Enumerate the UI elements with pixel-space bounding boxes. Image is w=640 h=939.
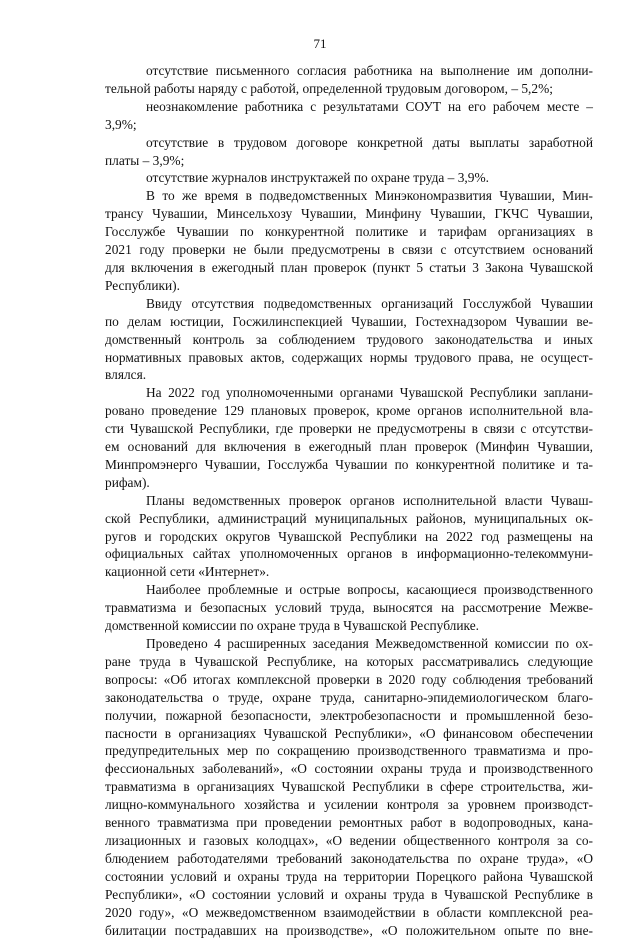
text-line: платы – 3,9%; (105, 152, 593, 170)
text-line: В то же время в подведомственных Минэкономразвития Чувашии, Мин- (105, 187, 593, 205)
text-line: 3,9%; (105, 116, 593, 134)
text-line: отсутствие в трудовом договоре конкретной даты выплаты заработной (105, 134, 593, 152)
text-line: фессиональных заболеваний», «О состоянии охраны труда и производственного (105, 760, 593, 778)
text-line: Госслужбе Чувашии по конкурентной политике и тарифам организациях в (105, 223, 593, 241)
text-line: получии, пожарной безопасности, электробезопасности и промышленной безо- (105, 707, 593, 725)
text-line: травматизма и безопасных условий труда, выносятся на рассмотрение Межве- (105, 599, 593, 617)
page-number: 71 (0, 36, 640, 52)
text-line: состоянии условий и охраны труда на территории Порецкого района Чувашской (105, 868, 593, 886)
text-line: предупредительных мер по сокращению производственного травматизма и про- (105, 742, 593, 760)
text-line: неознакомление работника с результатами СОУТ на его рабочем месте – (105, 98, 593, 116)
text-line: законодательства о труде, охране труда, санитарно-эпидемиологическом благо- (105, 689, 593, 707)
text-line: отсутствие журналов инструктажей по охране труда – 3,9%. (105, 169, 593, 187)
text-line: блюдением работодателями требований законодательства по охране труда», «О (105, 850, 593, 868)
text-line: 2020 году», «О межведомственном взаимодействии в области комплексной реа- (105, 904, 593, 922)
text-line: тельной работы наряду с работой, определенной трудовым договором, – 5,2%; (105, 80, 593, 98)
body-text (105, 62, 593, 939)
text-line: домственной комиссии по охране труда в Чувашской Республике. (105, 617, 593, 635)
text-line: 2021 году проверки не были предусмотрены в связи с отсутствием оснований (105, 241, 593, 259)
text-line: ране труда в Чувашской Республике, на которых рассматривались следующие (105, 653, 593, 671)
text-line: Проведено 4 расширенных заседания Межведомственной комиссии по ох- (105, 635, 593, 653)
text-line: ской Республики, администраций муниципальных районов, муниципальных ок- (105, 510, 593, 528)
text-line: травматизма в организациях Чувашской Республики в сфере строительства, жи- (105, 778, 593, 796)
text-line: Республики). (105, 277, 593, 295)
text-line: лизационных и газовых колодцах», «О ведении общественного контроля за со- (105, 832, 593, 850)
text-line: Минпромэнерго Чувашии, Госслужба Чувашии по конкурентной политике и та- (105, 456, 593, 474)
text-line: Республики», «О состоянии условий и охраны труда в Чувашской Республике в (105, 886, 593, 904)
text-line: вопросы: «Об итогах комплексной проверки в 2020 году соблюдения требований (105, 671, 593, 689)
text-line: ем оснований для включения в ежегодный план проверок (Минфин Чувашии, (105, 438, 593, 456)
text-line: венного травматизма при проведении ремонтных работ в водопроводных, кана- (105, 814, 593, 832)
text-line: лищно-коммунального хозяйства и усилении контроля за уровнем производст- (105, 796, 593, 814)
text-line: отсутствие письменного согласия работника на выполнение им дополни- (105, 62, 593, 80)
text-line: ругов и городских округов Чувашской Республики на 2022 год размещены на (105, 528, 593, 546)
text-line: рифам). (105, 474, 593, 492)
text-line: сти Чувашской Республики, где проверки не предусмотрены в связи с отсутстви- (105, 420, 593, 438)
text-line: домственный контроль за соблюдением трудового законодательства и иных (105, 331, 593, 349)
text-line: На 2022 год уполномоченными органами Чувашской Республики заплани- (105, 384, 593, 402)
text-line: Ввиду отсутствия подведомственных организаций Госслужбой Чувашии (105, 295, 593, 313)
text-line: официальных сайтах уполномоченных органов в информационно-телекоммуни- (105, 545, 593, 563)
text-line: Планы ведомственных проверок органов исполнительной власти Чуваш- (105, 492, 593, 510)
text-line: пасности в организациях Чувашской Республики», «О финансовом обеспечении (105, 725, 593, 743)
text-line: Наиболее проблемные и острые вопросы, касающиеся производственного (105, 581, 593, 599)
text-line: билитации пострадавших на производстве», «О положительном опыте по вне- (105, 922, 593, 939)
text-line: ровано проведение 129 плановых проверок, кроме органов исполнительной вла- (105, 402, 593, 420)
text-line: кационной сети «Интернет». (105, 563, 593, 581)
text-line: для включения в ежегодный план проверок (пункт 5 статьи 3 Закона Чувашской (105, 259, 593, 277)
text-line: нормативных правовых актов, содержащих нормы трудового права, не осущест- (105, 349, 593, 367)
text-line: влялся. (105, 366, 593, 384)
text-line: трансу Чувашии, Минсельхозу Чувашии, Минфину Чувашии, ГКЧС Чувашии, (105, 205, 593, 223)
text-line: по делам юстиции, Госжилинспекцией Чувашии, Гостехнадзором Чувашии ве- (105, 313, 593, 331)
